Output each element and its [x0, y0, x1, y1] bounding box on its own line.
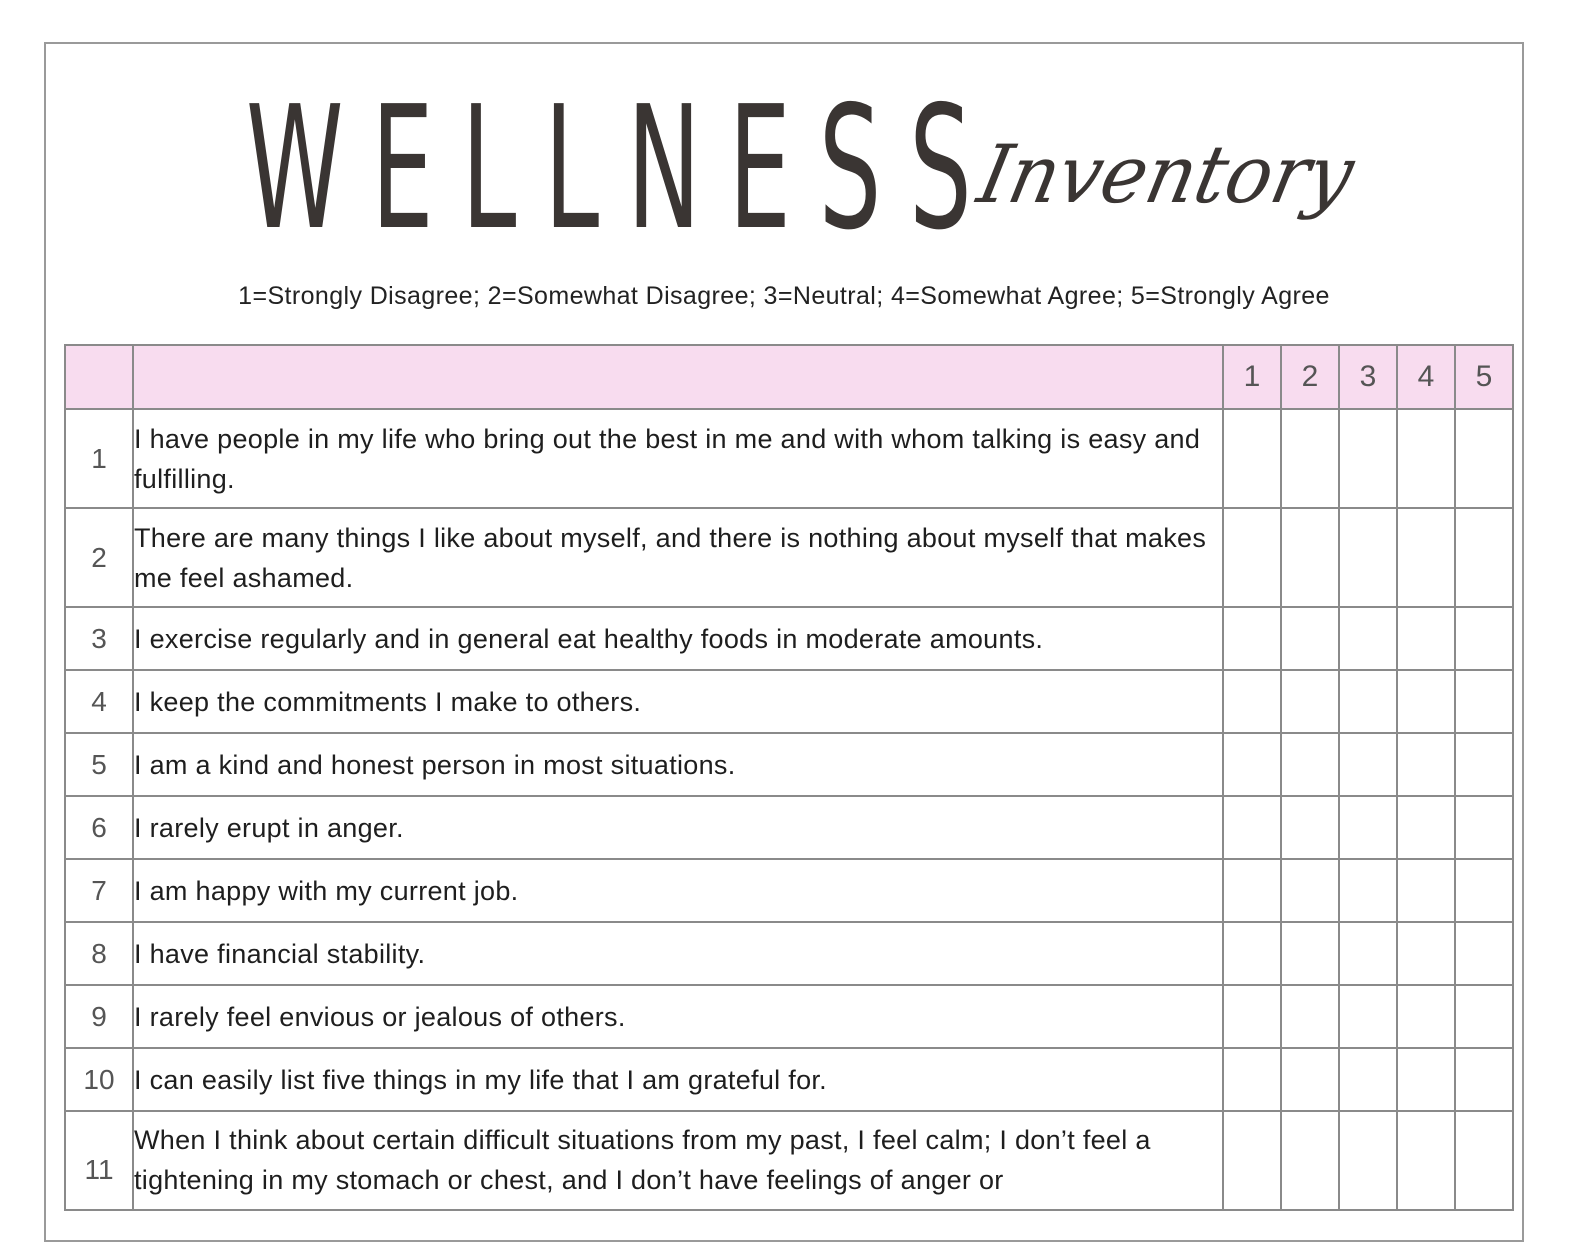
rating-cell-1[interactable]	[1223, 508, 1281, 607]
rating-cell-2[interactable]	[1281, 508, 1339, 607]
rating-cell-1[interactable]	[1223, 859, 1281, 922]
rating-cell-1[interactable]	[1223, 796, 1281, 859]
rating-cell-4[interactable]	[1397, 796, 1455, 859]
rating-cell-4[interactable]	[1397, 508, 1455, 607]
rating-cell-5[interactable]	[1455, 733, 1513, 796]
rating-cell-4[interactable]	[1397, 409, 1455, 508]
rating-cell-5[interactable]	[1455, 1048, 1513, 1111]
table-row	[65, 922, 1513, 985]
table-row	[65, 508, 1513, 607]
row-number: 2	[65, 508, 133, 607]
row-number: 3	[65, 607, 133, 670]
rating-cell-1[interactable]	[1223, 922, 1281, 985]
row-number: 6	[65, 796, 133, 859]
table-row	[65, 670, 1513, 733]
rating-cell-1[interactable]	[1223, 1111, 1281, 1210]
rating-cell-4[interactable]	[1397, 733, 1455, 796]
rating-cell-1[interactable]	[1223, 985, 1281, 1048]
header-rating-1: 1	[1223, 345, 1281, 409]
rating-cell-3[interactable]	[1339, 985, 1397, 1048]
rating-cell-3[interactable]	[1339, 670, 1397, 733]
rating-cell-4[interactable]	[1397, 670, 1455, 733]
rating-cell-2[interactable]	[1281, 1111, 1339, 1210]
row-statement: I rarely erupt in anger.	[133, 796, 1223, 859]
header-number-cell	[65, 345, 133, 409]
header-rating-3: 3	[1339, 345, 1397, 409]
rating-cell-5[interactable]	[1455, 796, 1513, 859]
rating-cell-1[interactable]	[1223, 733, 1281, 796]
rating-cell-3[interactable]	[1339, 733, 1397, 796]
rating-cell-4[interactable]	[1397, 859, 1455, 922]
rating-cell-2[interactable]	[1281, 985, 1339, 1048]
rating-cell-3[interactable]	[1339, 508, 1397, 607]
rating-cell-3[interactable]	[1339, 922, 1397, 985]
rating-cell-4[interactable]	[1397, 1048, 1455, 1111]
row-statement: I rarely feel envious or jealous of others.	[133, 985, 1223, 1048]
table-row	[65, 409, 1513, 508]
table-row	[65, 1048, 1513, 1111]
rating-cell-4[interactable]	[1397, 1111, 1455, 1210]
row-statement: I am happy with my current job.	[133, 859, 1223, 922]
rating-cell-5[interactable]	[1455, 985, 1513, 1048]
rating-cell-2[interactable]	[1281, 670, 1339, 733]
rating-cell-3[interactable]	[1339, 1048, 1397, 1111]
row-statement: I have people in my life who bring out the best in me and with whom talking is easy and fulfilling.	[133, 409, 1223, 508]
rating-cell-4[interactable]	[1397, 922, 1455, 985]
table-row	[65, 733, 1513, 796]
table-header-row	[65, 345, 1513, 409]
row-number: 7	[65, 859, 133, 922]
row-statement: I can easily list five things in my life that I am grateful for.	[133, 1048, 1223, 1111]
header-statement-cell	[133, 345, 1223, 409]
table-row	[65, 607, 1513, 670]
rating-cell-2[interactable]	[1281, 796, 1339, 859]
table-row	[65, 985, 1513, 1048]
rating-cell-4[interactable]	[1397, 985, 1455, 1048]
rating-cell-1[interactable]	[1223, 607, 1281, 670]
row-statement: There are many things I like about myself, and there is nothing about myself that makes me feel ashamed.	[133, 508, 1223, 607]
rating-cell-2[interactable]	[1281, 409, 1339, 508]
rating-cell-1[interactable]	[1223, 409, 1281, 508]
rating-cell-2[interactable]	[1281, 733, 1339, 796]
rating-cell-3[interactable]	[1339, 1111, 1397, 1210]
row-number: 10	[65, 1048, 133, 1111]
rating-cell-3[interactable]	[1339, 409, 1397, 508]
rating-cell-5[interactable]	[1455, 922, 1513, 985]
row-number: 5	[65, 733, 133, 796]
header-rating-5: 5	[1455, 345, 1513, 409]
table-row	[65, 859, 1513, 922]
table-row	[65, 796, 1513, 859]
rating-cell-3[interactable]	[1339, 607, 1397, 670]
header-rating-2: 2	[1281, 345, 1339, 409]
page-subtitle-script: Inventory	[970, 128, 1362, 221]
page-title: WELLNESS	[246, 70, 1000, 268]
worksheet-page	[44, 42, 1524, 1242]
rating-cell-5[interactable]	[1455, 607, 1513, 670]
rating-cell-1[interactable]	[1223, 670, 1281, 733]
rating-cell-5[interactable]	[1455, 409, 1513, 508]
rating-cell-2[interactable]	[1281, 922, 1339, 985]
row-number: 8	[65, 922, 133, 985]
rating-scale-legend: 1=Strongly Disagree; 2=Somewhat Disagree; 3=Neutral; 4=Somewhat Agree; 5=Strongly Agree	[238, 282, 1330, 310]
row-statement: I have financial stability.	[133, 922, 1223, 985]
rating-cell-5[interactable]	[1455, 859, 1513, 922]
rating-cell-5[interactable]	[1455, 508, 1513, 607]
rating-cell-3[interactable]	[1339, 796, 1397, 859]
row-number: 11	[65, 1111, 133, 1210]
row-statement: I keep the commitments I make to others.	[133, 670, 1223, 733]
row-statement: I exercise regularly and in general eat healthy foods in moderate amounts.	[133, 607, 1223, 670]
rating-cell-2[interactable]	[1281, 859, 1339, 922]
rating-cell-5[interactable]	[1455, 1111, 1513, 1210]
rating-cell-3[interactable]	[1339, 859, 1397, 922]
row-number: 1	[65, 409, 133, 508]
rating-cell-4[interactable]	[1397, 607, 1455, 670]
row-number: 9	[65, 985, 133, 1048]
row-statement: I am a kind and honest person in most situations.	[133, 733, 1223, 796]
title-block	[46, 70, 1522, 274]
rating-cell-1[interactable]	[1223, 1048, 1281, 1111]
row-statement: When I think about certain difficult situations from my past, I feel calm; I don’t feel a tightening in my stomach or chest, and I don’t have feelings of anger or	[133, 1111, 1223, 1210]
header-rating-4: 4	[1397, 345, 1455, 409]
row-number: 4	[65, 670, 133, 733]
inventory-table	[64, 344, 1514, 1211]
rating-cell-5[interactable]	[1455, 670, 1513, 733]
rating-cell-2[interactable]	[1281, 607, 1339, 670]
rating-cell-2[interactable]	[1281, 1048, 1339, 1111]
table-row	[65, 1111, 1513, 1210]
